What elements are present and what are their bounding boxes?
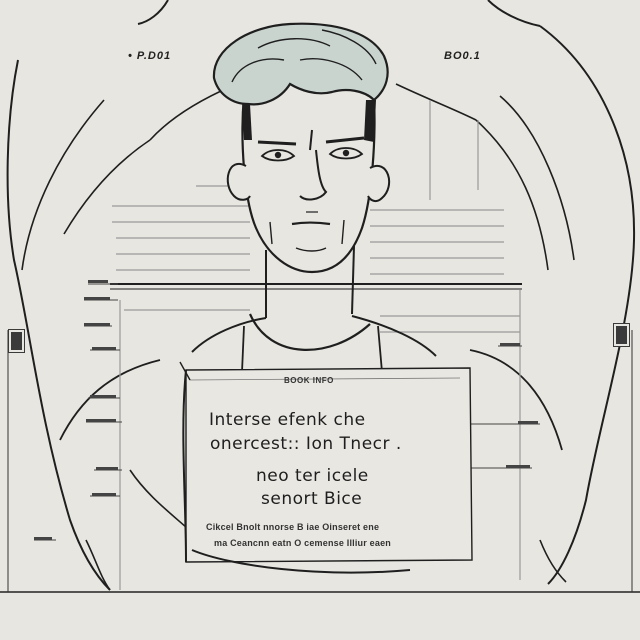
placard-small-1: Cikcel Bnolt nnorse B iae Oinseret ene [206,522,380,532]
shirt-collar [250,314,370,350]
shirt-shoulder-right [352,316,436,356]
shoulder-right [470,350,562,450]
corner-label-left: • P.D01 [128,50,172,62]
placard-line-3: neo ter icele [256,466,369,486]
face-outline [243,96,375,272]
placard-header: BOOK INFO [284,376,334,385]
bg-arm-right [500,96,574,260]
bg-body-right [540,26,634,584]
side-marker-right [614,324,629,346]
shoulder-left [60,360,160,440]
bg-shoulder-right [396,84,476,120]
pupil-right [343,150,349,156]
bg-neck-right [488,0,540,26]
ear-right [368,166,389,201]
placard-line-1: Interse efenk che [209,410,366,430]
bg-arm-left [22,100,104,270]
sideburn-right [364,100,376,142]
shirt-seam-right [378,326,382,372]
ruler-right [468,346,540,468]
bg-shoulder-left [150,86,232,140]
pupil-left [275,152,281,158]
bg-neck-left [138,0,168,24]
side-marker-left [9,330,24,352]
shirt-seam-left [242,326,244,372]
torso-right [540,540,566,582]
corner-label-right: BO0.1 [444,50,481,62]
brow-left [258,142,296,144]
placard-line-4: senort Bice [261,489,363,509]
placard [186,368,472,562]
neck-right [352,246,354,314]
bg-chest-left [64,140,150,234]
placard-small-2: ma Ceancnn eatn O cemense Illiur eaen [214,538,391,548]
placard-line-2: onercest:: Ion Tnecr . [210,434,402,454]
hair [214,24,388,105]
